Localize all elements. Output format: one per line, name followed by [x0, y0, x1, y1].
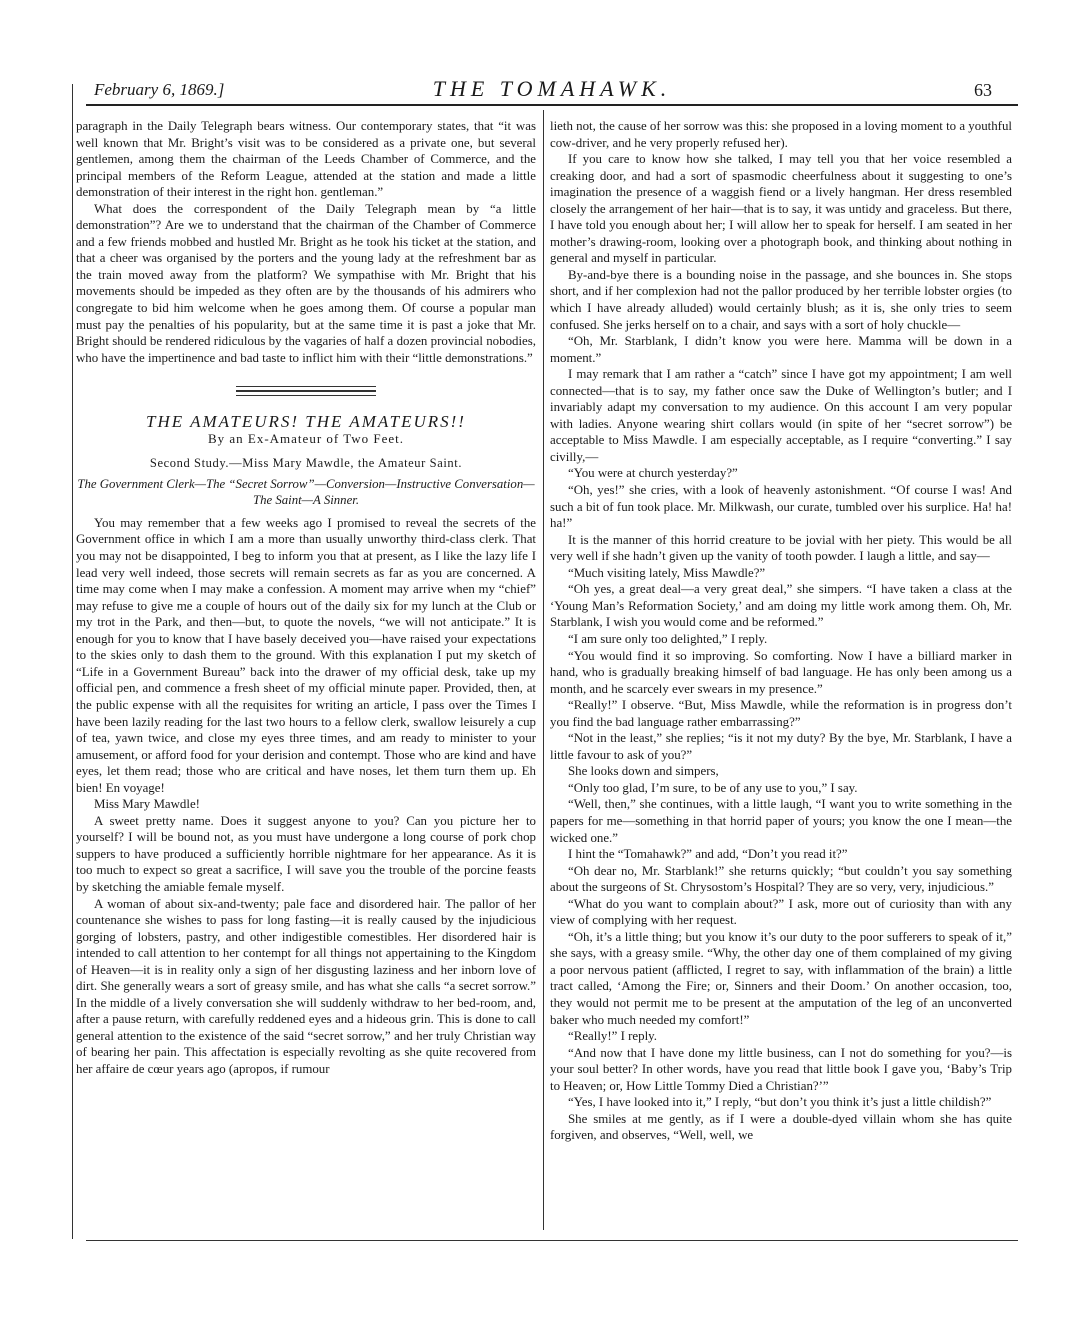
masthead-title: THE TOMAHAWK.: [432, 76, 672, 101]
paragraph: Miss Mary Mawdle!: [94, 797, 200, 812]
separator-line: [236, 386, 376, 387]
paragraph: “Oh, it’s a little thing; but you know it’s our duty to the poor sufferers to speak of it,” she says, with a greasy smile. “Why, the other day one of them complained of my giving a poor nervous patient (afflicted, I regret to say, with inflammation of the brain) a little tract called, ‘Among the Fire; or, Sinners and their Doom.’ On another occasion, too, they would not permit me to be present at the amputation of the leg of an unconverted baker who much needed my comfort!”: [550, 929, 1012, 1027]
paragraph: A woman of about six-and-twenty; pale face and disordered hair. The pallor of her countenance she wishes to pass for long fasting—it is really caused by the injudicious gorging of lobsters, pastry, and other indigestible comestibles. Her disordered hair is intended to call attention to her contempt for all things not appertaining to the Kingdom of Heaven—it is in reality only a sign of her disgusting laziness and her inborn love of dirt. She generally wears a sort of greasy smile, and has what she calls “a secret sorrow.” In the middle of a lively conversation she will suddenly withdraw to her bed-room, and, after a pause return, with carefully reddened eyes and a hideous grin. This is done to call general attention to the existence of the said “secret sorrow,” and her truly Christian way of bearing her pain. This affectation is especially revolting as she quite recovered from her affaire de cœur years ago (apropos, if rumour: [76, 896, 536, 1076]
paragraph: “I am sure only too delighted,” I reply.: [568, 631, 768, 646]
paragraph: She smiles at me gently, as if I were a double-dyed villain whom she has quite forgiven, and observes, “Well, well, we: [550, 1111, 1012, 1143]
paragraph: “Really!” I observe. “But, Miss Mawdle, while the reformation is in progress don’t you find the bad language rather embarrassing?”: [550, 698, 1012, 729]
paragraph: “Really!” I reply.: [568, 1029, 657, 1044]
paragraph: A sweet pretty name. Does it suggest anyone to you? Can you picture her to yourself? I will be bound not, as you must have undergone a long course of pork chop suppers to have produced a sufficiently horrible nightmare for her appearance. As it is too much to expect so great a sacrifice, I will save you the trouble of the porcine feasts by sketching the amiable female myself.: [76, 813, 536, 894]
paragraph: “Well, then,” she continues, with a little laugh, “I want you to write something in the papers for me—something in that horrid paper of yours; you know the one I mean—the wicked one.”: [550, 797, 1012, 845]
study-heading: Second Study.—Miss Mary Mawdle, the Amateur Saint.: [149, 456, 463, 471]
paragraph: “Oh, yes!” she cries, with a look of heavenly astonishment. “Of course I was! And such a bit of fun took place. Mr. Milkwash, our curate, tumbled over his surplice. Ha! ha! ha!”: [550, 483, 1012, 531]
paragraph: I may remark that I am rather a “catch” since I have got my appointment; I am well connected—that is to say, my father once saw the Duke of Wellington’s butler; and I invariably adapt my conversation to my audience. On this account I am very popular with ladies. Anyone wearing shirt collars would (in spite of her “secret sorrow”) be acceptable to Miss Mawdle. I am especially acceptable, as I require “converting.” I say civilly,—: [550, 367, 1012, 464]
paragraph: If you care to know how she talked, I may tell you that her voice resembled a creaking door, and had a sort of spasmodic cheerfulness about it suggesting to one’s imagination the presence of a waggish fiend or a lively hangman. Her dress resembled closely the arrangement of her hair—that is to say, it was untidy and graceless. But there, I have told you enough about her; I will allow her to speak for herself. I am seated in her mother’s drawing-room, looking over a photograph book, and thinking about nothing in general and myself in particular.: [550, 152, 1012, 266]
article-title: THE AMATEURS! THE AMATEURS!!: [146, 412, 466, 432]
paragraph: lieth not, the cause of her sorrow was this: she proposed in a loving moment to a youthful cow-driver, and he very properly refused her).: [550, 119, 1012, 150]
column-divider: [543, 110, 544, 1230]
right-column: [550, 118, 1012, 1144]
header-date: February 6, 1869.]: [94, 80, 225, 99]
paragraph: “Oh, Mr. Starblank, I didn’t know you were here. Mamma will be down in a moment.”: [550, 334, 1012, 365]
paragraph: She looks down and simpers,: [568, 764, 719, 779]
separator-line: [236, 395, 376, 396]
paragraph: paragraph in the Daily Telegraph bears witness. Our contemporary states, that “it was well known that Mr. Bright’s visit was to be considered as a private one, but several gentlemen, among them the chairman of the Leeds Chamber of Commerce, and the principal members of the Reform League, attended at the station and made a little demonstration of their interest in the right hon. gentleman.”: [76, 119, 536, 200]
paragraph: By-and-bye there is a bounding noise in the passage, and she bounces in. She stops short, and if her complexion had not the pallor produced by her terrible lobster orgies (to which I have already alluded) would certainly blush; as it is, she only tries to seem confused. She jerks herself on to a chair, and says with a sort of holy chuckle—: [550, 267, 1012, 332]
paragraph: “You were at church yesterday?”: [568, 466, 738, 481]
paragraph: You may remember that a few weeks ago I promised to reveal the secrets of the Government office in which I am a more than usually unworthy third-class clerk. That you may not be disappointed, I beg to inform you that at present, as I like the lazy life I lead very well indeed, those secrets will remain secrets as far as you are concerned. A time may come when I may make a confession. A moment may arrive when my “chief” may refuse to give me a couple of hours out of the daily six for my lunch at the Club or my trot in the Park, and then—but, to quote the novels, “we will not anticipate.” It is enough for you to know that I have basely deceived you—have raised your expectations to the skies only to dash them to the ground. With this explanation I put my sketch of “Life in a Government Bureau” back into the drawer of my official desk, take up my official pen, and commence a fresh sheet of my official minute paper. Provided, then, at the public expense with all the requisites for writing an article, I pass over the Times I have been lazily reading for the last two hours to a fellow clerk, swallow leisurely a cup of tea, yawn twice, and close my eyes three times, and am ready to minister to your amusement, or afford food for your derision and contempt. Those who are kind and have eyes, let them read; those who are critical and have noses, let them turn them up. Eh bien! En voyage!: [76, 515, 536, 795]
paragraph: “Yes, I have looked into it,” I reply, “but don’t you think it’s just a little childish?”: [568, 1095, 992, 1110]
paragraph: What does the correspondent of the Daily Telegraph mean by “a little demonstration”? Are we to understand that the chairman of the Chamber of Commerce and a few friends mobbed and hustled Mr. Bright as he took his ticket at the station, and that a cheer was organised by the porters and the young lady at the refreshment bar as the train moved away from the platform? We sympathise with Mr. Bright that his movements should be impeded as they often are by the thousands of his admirers who congregate to bid him welcome when he goes among them. Of course a popular man must pay the penalties of his popularity, but at the same time it is past a joke that Mr. Bright should be rendered ridiculous by the vagaries of half a dozen provincial nobodies, who have the impertinence and bad taste to inflict him with their “little demonstrations.”: [76, 201, 536, 365]
page-header: [86, 76, 1018, 104]
paragraph: “Not in the least,” she replies; “is it not my duty? By the bye, Mr. Starblank, I have a little favour to ask of you?”: [550, 731, 1012, 762]
paragraph: “And now that I have done my little business, can I not do something for you?—is your soul better? In other words, have you read that little book I gave you, ‘Baby’s Trip to Heaven; or, How Little Tommy Died a Christian?’”: [550, 1045, 1012, 1093]
left-column: [76, 118, 536, 1078]
article-byline: By an Ex-Amateur of Two Feet.: [207, 430, 405, 446]
bottom-rule: [86, 1240, 1018, 1241]
paragraph: “You would find it so improving. So comforting. Now I have a billiard marker in hand, who is gradually breaking himself of bad language. He has only been among us a month, and he scarcely ever swears in my presence.”: [550, 648, 1012, 696]
article-synopsis: The Government Clerk—The “Secret Sorrow”—Conversion—Instructive Conversation—The Saint—A Sinner.: [77, 476, 535, 508]
paragraph: I hint the “Tomahawk?” and add, “Don’t you read it?”: [568, 847, 848, 862]
left-border-rule: [72, 84, 73, 1239]
page-number: 63: [974, 80, 992, 100]
separator-line: [236, 390, 376, 392]
header-rule: [86, 104, 1018, 106]
paragraph: “Oh dear no, Mr. Starblank!” she returns quickly; “but couldn’t you say something about the surgeons of St. Chrysostom’s Hospital? They are so very, very, injudicious.”: [550, 863, 1012, 895]
paragraph: It is the manner of this horrid creature to be jovial with her piety. This would be all very well if she hadn’t given up the vanity of tooth powder. I laugh a little, and say—: [550, 532, 1012, 564]
paragraph: “Much visiting lately, Miss Mawdle?”: [568, 565, 766, 580]
section-separator: [76, 374, 536, 410]
paragraph: “What do you want to complain about?” I ask, more out of curiosity than with any view of complying with her request.: [550, 896, 1012, 928]
paragraph: “Oh yes, a great deal—a very great deal,” she simpers. “I have taken a class at the ‘Young Man’s Reformation Society,’ and am doing my little work among them. Oh, Mr. Starblank, I wish you would come and be reformed.”: [550, 582, 1012, 630]
paragraph: “Only too glad, I’m sure, to be of any use to you,” I say.: [568, 780, 858, 795]
